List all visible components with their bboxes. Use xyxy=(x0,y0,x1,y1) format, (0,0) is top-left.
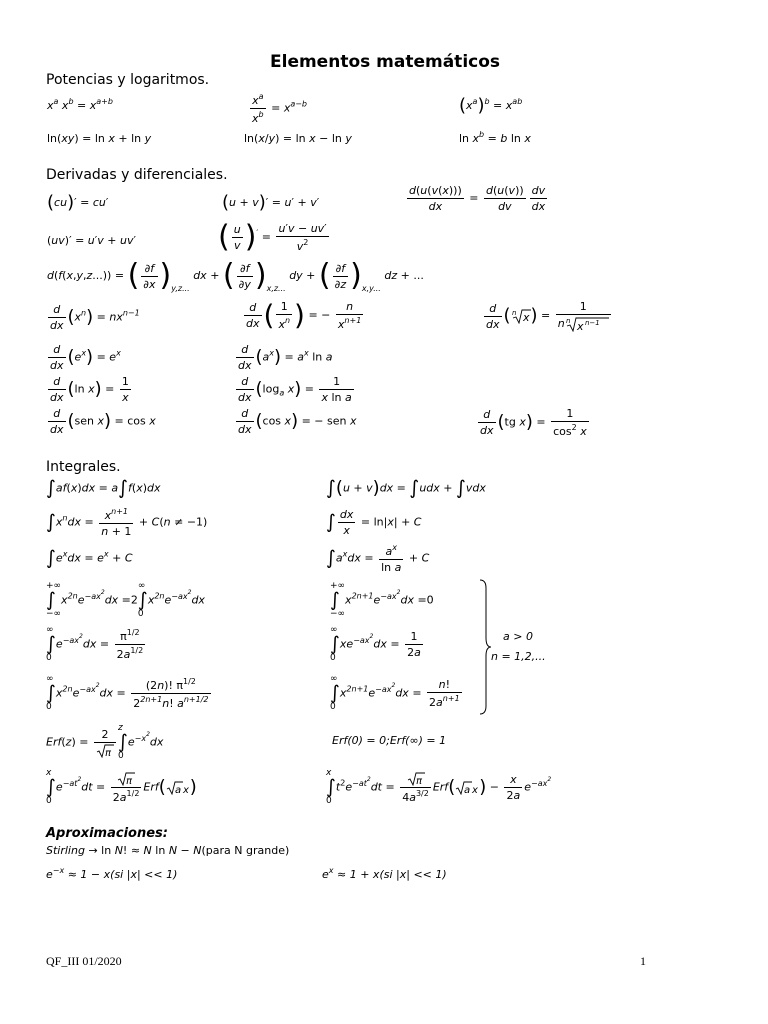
formula-deriv-log-a: $\frac{d}{dx}$ ($\log_a$ x) = $\frac{1}{\text{x ln a}}$ xyxy=(238,375,352,404)
formula-log-quotient: ln(x/y) = ln x − ln y xyxy=(244,132,352,145)
stirling-label: Stirling xyxy=(46,844,85,857)
formula-quotient-rule: ( $\frac{u}{v}$ )′ = $\frac{u'v - uv'}{v^2}$ xyxy=(218,219,327,255)
formula-approx-exp-neg: $e^{-x} \approx 1 - x(si$ |x| << 1) xyxy=(46,866,178,881)
formula-deriv-const: (cu)′ = cu′ xyxy=(47,192,109,213)
formula-log-product: ln(xy) = ln x + ln y xyxy=(47,132,152,145)
section-integrales: Integrales. xyxy=(46,459,121,475)
formula-deriv-tg: $\frac{d}{dx}$ (tg x) = $\frac{1}{\cos^2 x}$ xyxy=(480,407,587,438)
formula-deriv-sen: $\frac{d}{dx}$ (sen x) = cos x xyxy=(50,407,156,436)
section-derivadas: Derivadas y diferenciales. xyxy=(46,167,228,183)
formula-power-product: $x^a$ $x^b = x^{a+b}$ xyxy=(47,97,113,112)
formula-product-rule: (uv)′ = u′v + uv′ xyxy=(47,234,136,247)
formula-int-exp: $\int e^xdx = e^x + C$ xyxy=(46,547,133,569)
svg-text:n−1: n−1 xyxy=(584,319,600,327)
condition-n: n = 1,2,... xyxy=(491,650,546,663)
stirling-condition: (para N grande) xyxy=(201,844,290,857)
section-potencias: Potencias y logaritmos. xyxy=(46,72,210,88)
formula-erf-int2: x ∫ 0 $t^2e^{-at^2}dt$ = $\frac{\pi}{4a^{3/2}}$ Erf( a x ) − $\frac{x}{2a}$ $e^{-ax^2}$ xyxy=(326,768,552,806)
formula-erf-values: Erf(0) = 0;Erf(∞) = 1 xyxy=(332,734,447,747)
svg-text:n: n xyxy=(511,309,516,317)
formula-total-differential: d(f(x,y,z...)) = ( $\frac{\partial f}{\partial x}$ )$_{y,z...}$ dx + ( $\frac{\partial f}{\partial y}$ )$_{x,z...}$ dy + ( $\frac{\partial f}{\partial z}$ )$_{x,y...}$ dz + ... xyxy=(47,258,424,293)
formula-gauss-odd: +∞ ∫ −∞ $x^{2n+1}e^{-ax^2}dx =0$ xyxy=(330,581,434,619)
page-title: Elementos matemáticos xyxy=(270,52,501,72)
svg-text:x: x xyxy=(472,784,479,795)
page-number: 1 xyxy=(640,954,646,968)
footer-label: QF_III 01/2020 xyxy=(46,954,122,968)
section-aproximaciones: Aproximaciones: xyxy=(46,826,168,841)
formula-log-power: $\ln x^b = b$ ln x xyxy=(459,130,531,145)
formula-deriv-power: $\frac{d}{dx}$ $(x^n) = nx^{n-1}$ xyxy=(50,303,140,332)
approx2-condition: (si |x| << 1) xyxy=(379,868,447,881)
formula-deriv-inverse-power: $\frac{d}{dx}$ ( $\frac{1}{x^n}$ ) = − $\frac{n}{x^{n+1}}$ xyxy=(246,298,362,332)
svg-text:x: x xyxy=(576,320,584,332)
formula-power-power: $(x^a)^b = x^{ab}$ xyxy=(459,95,523,116)
formula-deriv-nth-root: $\frac{d}{dx}$ ( n x ) = 1 n n x n−1 xyxy=(482,300,613,332)
svg-text:π: π xyxy=(104,747,111,758)
formula-power-quotient: $\frac{x^a}{x^b}$ = $x^{a-b}$ xyxy=(252,92,308,125)
formula-deriv-sum: (u + v)′ = u′ + v′ xyxy=(222,192,320,213)
svg-text:x: x xyxy=(522,311,530,324)
formula-gauss-zero: ∞ ∫ 0 $e^{-ax^2}dx$ = $\frac{\pi^{1/2}}{2a^{1/2}}$ xyxy=(46,625,144,663)
erf-label: Erf xyxy=(46,735,62,749)
formula-approx-exp-pos: $e^x \approx 1 + x(si$ |x| << 1) xyxy=(322,866,447,881)
formula-int-sum: ∫(u + v)dx = ∫udx + ∫vdx xyxy=(326,477,486,499)
formula-erf-def: Erf(z) = $\frac{2}{\pi}$ z ∫ 0 $e^{-x^2}dx$ xyxy=(46,723,164,761)
formula-gauss-first: ∞ ∫ 0 $xe^{-ax^2}dx$ = $\frac{1}{2a}$ xyxy=(330,625,421,663)
formula-chain-rule: $\frac{d(u(v(x)))}{dx}$ = $\frac{d(u(v))}{dv}$ $\frac{dv}{dx}$ xyxy=(409,184,546,213)
formula-deriv-cos: $\frac{d}{dx}$ (cos x) = − sen x xyxy=(238,407,357,436)
svg-text:n: n xyxy=(565,317,571,325)
formula-int-const: ∫af(x)dx = a∫f(x)dx xyxy=(46,477,161,499)
formula-int-power: $\int x^ndx$ = $\frac{x^{n+1}}{n + 1}$ + C(n ≠ −1) xyxy=(46,507,208,538)
formula-deriv-exp-a: $\frac{d}{dx}$ $(a^x) = a^x$ ln a xyxy=(238,343,333,372)
approx1-condition: (si |x| << 1) xyxy=(110,868,178,881)
formula-deriv-exp: $\frac{d}{dx}$ $(e^x) = e^x$ xyxy=(50,343,121,372)
formula-stirling: Stirling → ln N! ≈ N ln N − N(para N grande) xyxy=(46,844,290,857)
svg-text:a: a xyxy=(464,784,471,795)
condition-a: a > 0 xyxy=(503,630,533,643)
formula-deriv-ln: $\frac{d}{dx}$ (ln x) = $\frac{1}{x}$ xyxy=(50,375,129,404)
right-brace xyxy=(478,578,492,716)
formula-erf-int1: x ∫ 0 $e^{-at^2}dt$ = $\frac{\pi}{2a^{1/2}}$ Erf( a x ) xyxy=(46,768,197,806)
svg-text:π: π xyxy=(415,775,422,786)
svg-text:x: x xyxy=(182,784,189,795)
formula-gauss-even: +∞ ∫ −∞ $x^{2n}e^{-ax^2}dx =2$ ∞ ∫ 0 $x^{2n}e^{-ax^2}dx$ xyxy=(46,581,205,619)
formula-gauss-even-half: ∞ ∫ 0 $x^{2n}e^{-ax^2}dx$ = $\frac{(2n)! \pi^{1/2}}{2^{2n+1}n! a^{n+1/2}}$ xyxy=(46,674,209,712)
svg-text:a: a xyxy=(174,784,181,795)
formula-gauss-odd-half: ∞ ∫ 0 $x^{2n+1}e^{-ax^2}dx$ = $\frac{n!}{2a^{n+1}}$ xyxy=(330,674,460,712)
svg-text:π: π xyxy=(126,775,133,786)
formula-int-ln: ∫ $\frac{dx}{x}$ = ln|x| + C xyxy=(326,508,422,537)
formula-int-exp-a: $\int a^xdx$ = $\frac{a^x}{\text{ln a}}$ + C xyxy=(326,543,430,574)
